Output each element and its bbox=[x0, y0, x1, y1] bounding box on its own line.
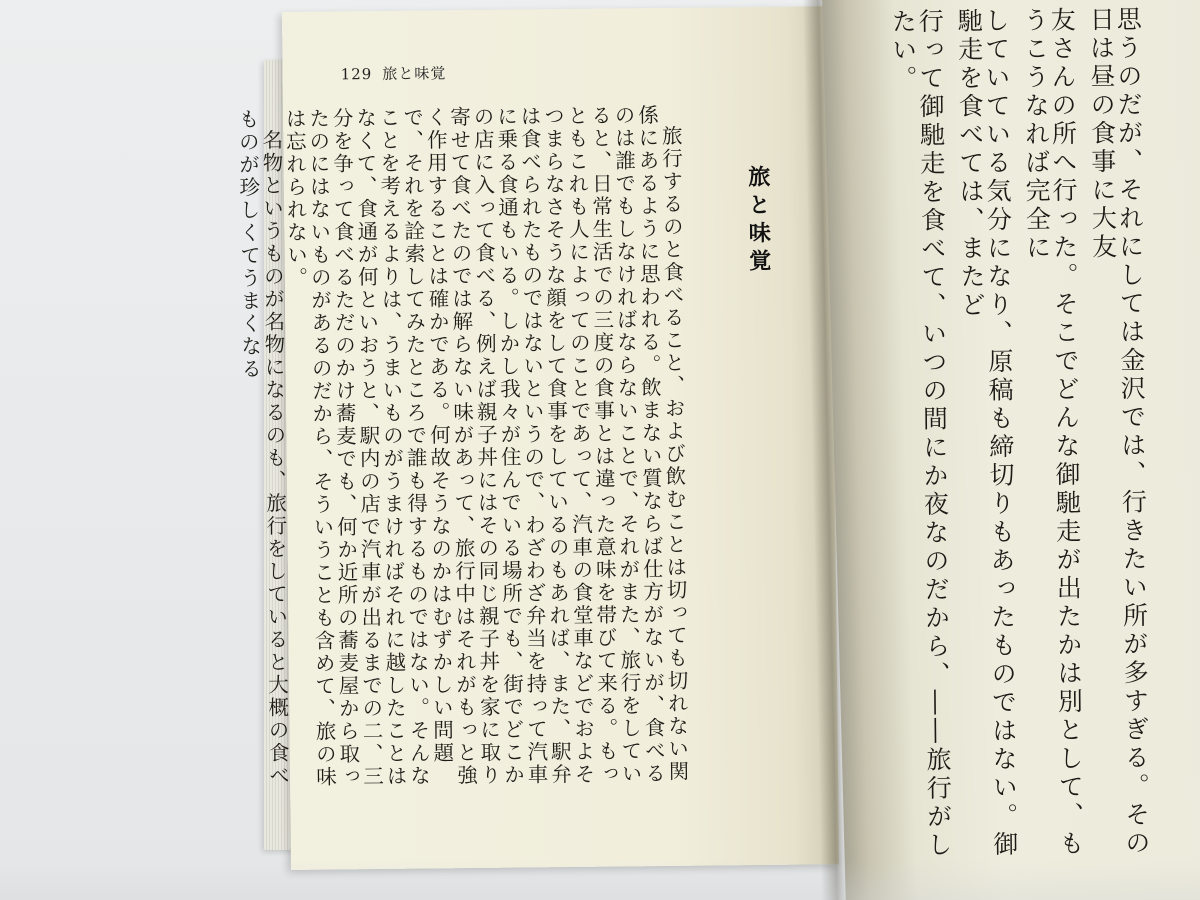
page-number: 129 bbox=[340, 65, 373, 84]
paragraph-2: 名物というものが名物になるのも、旅行をしていると大概の食べものが珍しくてうまくなる bbox=[235, 108, 290, 788]
running-header-title: 旅と味覚 bbox=[382, 64, 447, 83]
chapter-title: 旅と味覚 bbox=[744, 164, 772, 278]
right-line-2: 友さんの所へ行った。そこでどんな御馳走が出たかは別として、もうこうなれば完全に bbox=[1020, 6, 1086, 859]
paragraph-1: 旅行するのと食べること、および飲むことは切っても切れない関係にあるように思われる。飲まない質ならば仕方がないが、食べるのは誰でもしなければならないことで、それがまた、旅行をしていると、日常生活での三度の食事とは違った意味を帯びて来る。もっともこれも人によってのことであって、汽車の食堂車などでおよそつまらなさそうな顔をして食事をしているのもあれば、また、駅弁は食べられたものではないというので、わざわざ弁当を持って汽車に乗る食通もいる。しかし我々が住んでいる場所でも、街でどこかの店に入って食べる、例えば親子丼にはその同じ親子丼を家に取り寄せて食べたのでは解らない味があって、旅行中はそれがもっと強く作用することは確かである。何故そうなのかはむずかしい問題で、それを詮索してみたところで誰も得するものではない。そんなことを考えるよりは、うまいものがうまければそれに越したことはなくて、食通が何といおうと、駅内の店で汽車が出るまでの二、三分を争って食べるただのかけ蕎麦でも、何か近所の蕎麦屋から取ったのにはないものがあるのだから、そういうことも含めて、旅の味は忘れられない。 bbox=[282, 104, 690, 789]
left-page bbox=[235, 6, 839, 870]
right-line-4: 行って御馳走を食べて、いつの間にか夜なのだから、――旅行がしたい。 bbox=[888, 7, 954, 861]
right-page-text bbox=[877, 6, 1150, 869]
right-line-1: 思うのだが、それにしては金沢では、行きたい所が多すぎる。その日は昼の食事に大友 bbox=[1086, 5, 1152, 859]
right-page bbox=[822, 0, 1200, 900]
right-line-3: していている気分になり、原稿も締切りもあったものではない。御馳走を食べては、またど bbox=[954, 7, 1020, 860]
body-text bbox=[235, 104, 689, 809]
running-header bbox=[341, 62, 457, 84]
